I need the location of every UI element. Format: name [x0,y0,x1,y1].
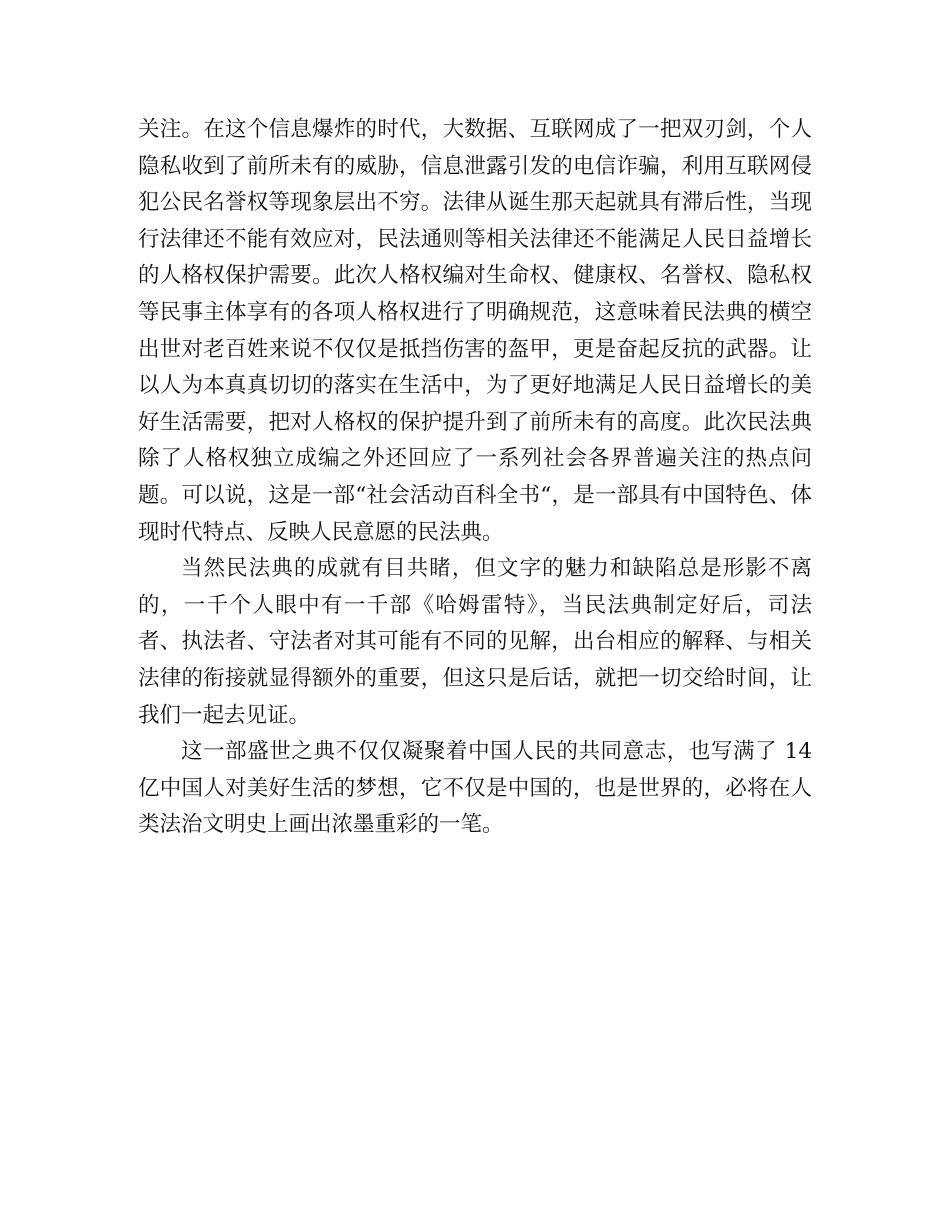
document-body [138,112,812,844]
paragraph-3: 这一部盛世之典不仅仅凝聚着中国人民的共同意志，也写满了 14 亿中国人对美好生活的梦想，它不仅是中国的，也是世界的，必将在人类法治文明史上画出浓墨重彩的一笔。 [138,739,812,838]
paragraph-1: 关注。在这个信息爆炸的时代，大数据、互联网成了一把双刃剑，个人隐私收到了前所未有的威胁，信息泄露引发的电信诈骗，利用互联网侵犯公民名誉权等现象层出不穷。法律从诞生那天起就具有滞后性，当现行法律还不能有效应对，民法通则等相关法律还不能满足人民日益增长的人格权保护需要。此次人格权编对生命权、健康权、名誉权、隐私权等民事主体享有的各项人格权进行了明确规范，这意味着民法典的横空出世对老百姓来说不仅仅是抵挡伤害的盔甲，更是奋起反抗的武器。让以人为本真真切切的落实在生活中，为了更好地满足人民日益增长的美好生活需要，把对人格权的保护提升到了前所未有的高度。此次民法典除了人格权独立成编之外还回应了一系列社会各界普遍关注的热点问题。可以说，这是一部“社会活动百科全书“，是一部具有中国特色、体现时代特点、反映人民意愿的民法典。 [138,117,812,545]
paragraph-2: 当然民法典的成就有目共睹，但文字的魅力和缺陷总是形影不离的，一千个人眼中有一千部《哈姆雷特》，当民法典制定好后，司法者、执法者、守法者对其可能有不同的见解，出台相应的解释、与相关法律的衔接就显得额外的重要，但这只是后话，就把一切交给时间，让我们一起去见证。 [138,556,812,728]
